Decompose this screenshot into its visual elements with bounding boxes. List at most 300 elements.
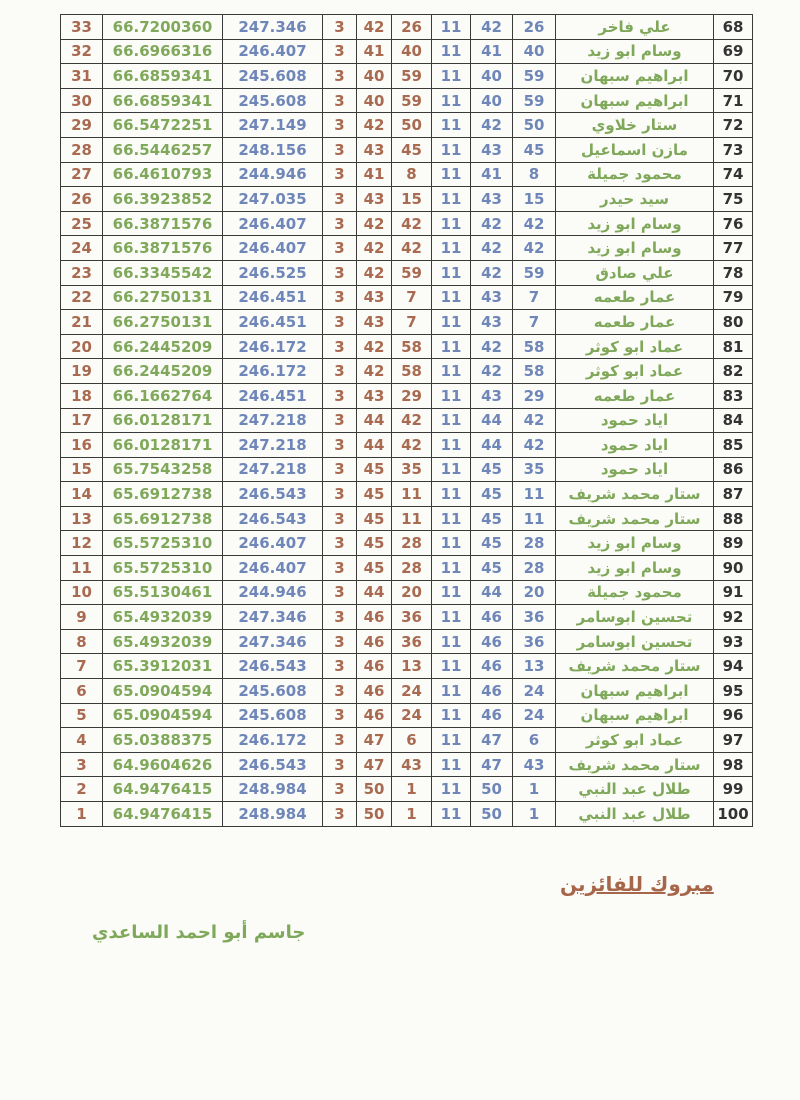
score-cell: 65.0904594: [103, 703, 223, 728]
table-row: [61, 113, 753, 138]
value-d-cell: 40: [471, 88, 513, 113]
value-b-cell: 1: [392, 777, 432, 802]
value-a-cell: 44: [357, 580, 392, 605]
value-e-cell: 24: [513, 703, 556, 728]
score-cell: 66.2750131: [103, 285, 223, 310]
name-cell: ابراهيم سبهان: [556, 679, 714, 704]
value-b-cell: 6: [392, 728, 432, 753]
rank-cell: 20: [61, 334, 103, 359]
score-cell: 65.4932039: [103, 629, 223, 654]
name-cell: وسام ابو زيد: [556, 236, 714, 261]
value-a-cell: 42: [357, 334, 392, 359]
table-row: [61, 64, 753, 89]
total-cell: 246.543: [223, 506, 323, 531]
row-number-cell: 71: [714, 88, 753, 113]
count-cell: 3: [323, 408, 357, 433]
row-number-cell: 90: [714, 556, 753, 581]
name-cell: عماد ابو كوثر: [556, 334, 714, 359]
value-a-cell: 43: [357, 285, 392, 310]
rank-cell: 23: [61, 260, 103, 285]
table-row: [61, 629, 753, 654]
value-c-cell: 11: [432, 162, 471, 187]
total-cell: 245.608: [223, 64, 323, 89]
name-cell: عمار طعمه: [556, 285, 714, 310]
score-cell: 64.9476415: [103, 777, 223, 802]
value-e-cell: 26: [513, 15, 556, 40]
table-row: [61, 39, 753, 64]
value-e-cell: 1: [513, 777, 556, 802]
total-cell: 246.407: [223, 211, 323, 236]
value-b-cell: 7: [392, 285, 432, 310]
table-row: [61, 236, 753, 261]
score-cell: 66.1662764: [103, 383, 223, 408]
value-e-cell: 24: [513, 679, 556, 704]
table-row: [61, 359, 753, 384]
value-b-cell: 8: [392, 162, 432, 187]
results-table: [60, 14, 753, 827]
name-cell: ابراهيم سبهان: [556, 88, 714, 113]
value-a-cell: 42: [357, 211, 392, 236]
table-row: [61, 580, 753, 605]
rank-cell: 1: [61, 802, 103, 827]
value-c-cell: 11: [432, 285, 471, 310]
name-cell: اياد حمود: [556, 457, 714, 482]
value-a-cell: 42: [357, 15, 392, 40]
value-b-cell: 36: [392, 605, 432, 630]
value-d-cell: 45: [471, 482, 513, 507]
count-cell: 3: [323, 334, 357, 359]
value-b-cell: 58: [392, 334, 432, 359]
rank-cell: 5: [61, 703, 103, 728]
score-cell: 66.3871576: [103, 211, 223, 236]
count-cell: 3: [323, 88, 357, 113]
value-d-cell: 42: [471, 15, 513, 40]
row-number-cell: 75: [714, 187, 753, 212]
total-cell: 246.407: [223, 556, 323, 581]
row-number-cell: 87: [714, 482, 753, 507]
name-cell: محمود جميلة: [556, 162, 714, 187]
rank-cell: 14: [61, 482, 103, 507]
value-e-cell: 11: [513, 482, 556, 507]
value-a-cell: 45: [357, 556, 392, 581]
value-a-cell: 42: [357, 236, 392, 261]
row-number-cell: 94: [714, 654, 753, 679]
total-cell: 245.608: [223, 679, 323, 704]
table-row: [61, 260, 753, 285]
value-b-cell: 20: [392, 580, 432, 605]
value-e-cell: 40: [513, 39, 556, 64]
value-b-cell: 1: [392, 802, 432, 827]
value-a-cell: 45: [357, 457, 392, 482]
name-cell: علي فاخر: [556, 15, 714, 40]
value-b-cell: 42: [392, 408, 432, 433]
value-c-cell: 11: [432, 260, 471, 285]
total-cell: 246.451: [223, 383, 323, 408]
table-row: [61, 433, 753, 458]
value-d-cell: 43: [471, 383, 513, 408]
rank-cell: 13: [61, 506, 103, 531]
value-c-cell: 11: [432, 457, 471, 482]
value-b-cell: 59: [392, 88, 432, 113]
score-cell: 66.2445209: [103, 334, 223, 359]
row-number-cell: 74: [714, 162, 753, 187]
count-cell: 3: [323, 187, 357, 212]
value-e-cell: 1: [513, 802, 556, 827]
value-b-cell: 24: [392, 679, 432, 704]
value-d-cell: 46: [471, 605, 513, 630]
value-c-cell: 11: [432, 556, 471, 581]
total-cell: 246.407: [223, 531, 323, 556]
value-d-cell: 42: [471, 260, 513, 285]
table-row: [61, 777, 753, 802]
count-cell: 3: [323, 260, 357, 285]
table-row: [61, 752, 753, 777]
value-c-cell: 11: [432, 703, 471, 728]
count-cell: 3: [323, 506, 357, 531]
value-c-cell: 11: [432, 752, 471, 777]
value-b-cell: 59: [392, 64, 432, 89]
count-cell: 3: [323, 752, 357, 777]
total-cell: 245.608: [223, 703, 323, 728]
score-cell: 65.4932039: [103, 605, 223, 630]
value-c-cell: 11: [432, 605, 471, 630]
rank-cell: 33: [61, 15, 103, 40]
value-d-cell: 42: [471, 334, 513, 359]
score-cell: 64.9604626: [103, 752, 223, 777]
value-b-cell: 7: [392, 310, 432, 335]
total-cell: 244.946: [223, 580, 323, 605]
table-row: [61, 334, 753, 359]
name-cell: ابراهيم سبهان: [556, 703, 714, 728]
value-e-cell: 50: [513, 113, 556, 138]
row-number-cell: 72: [714, 113, 753, 138]
value-a-cell: 43: [357, 137, 392, 162]
row-number-cell: 69: [714, 39, 753, 64]
value-e-cell: 42: [513, 211, 556, 236]
total-cell: 246.543: [223, 654, 323, 679]
value-c-cell: 11: [432, 433, 471, 458]
name-cell: مازن اسماعيل: [556, 137, 714, 162]
value-e-cell: 7: [513, 310, 556, 335]
total-cell: 247.218: [223, 433, 323, 458]
value-e-cell: 35: [513, 457, 556, 482]
value-c-cell: 11: [432, 580, 471, 605]
row-number-cell: 84: [714, 408, 753, 433]
value-d-cell: 45: [471, 506, 513, 531]
row-number-cell: 100: [714, 802, 753, 827]
value-c-cell: 11: [432, 334, 471, 359]
value-e-cell: 42: [513, 236, 556, 261]
rank-cell: 12: [61, 531, 103, 556]
total-cell: 247.035: [223, 187, 323, 212]
row-number-cell: 96: [714, 703, 753, 728]
value-e-cell: 7: [513, 285, 556, 310]
name-cell: ستار محمد شريف: [556, 752, 714, 777]
value-b-cell: 42: [392, 236, 432, 261]
table-row: [61, 211, 753, 236]
total-cell: 246.543: [223, 482, 323, 507]
row-number-cell: 82: [714, 359, 753, 384]
score-cell: 65.3912031: [103, 654, 223, 679]
table-row: [61, 88, 753, 113]
name-cell: ابراهيم سبهان: [556, 64, 714, 89]
score-cell: 65.0904594: [103, 679, 223, 704]
rank-cell: 28: [61, 137, 103, 162]
value-a-cell: 40: [357, 64, 392, 89]
value-d-cell: 44: [471, 580, 513, 605]
value-a-cell: 45: [357, 482, 392, 507]
count-cell: 3: [323, 482, 357, 507]
score-cell: 65.0388375: [103, 728, 223, 753]
name-cell: عماد ابو كوثر: [556, 728, 714, 753]
value-b-cell: 26: [392, 15, 432, 40]
rank-cell: 2: [61, 777, 103, 802]
score-cell: 65.6912738: [103, 506, 223, 531]
total-cell: 246.451: [223, 285, 323, 310]
total-cell: 244.946: [223, 162, 323, 187]
count-cell: 3: [323, 556, 357, 581]
score-cell: 65.6912738: [103, 482, 223, 507]
value-e-cell: 59: [513, 260, 556, 285]
value-a-cell: 41: [357, 39, 392, 64]
value-e-cell: 6: [513, 728, 556, 753]
score-cell: 66.3871576: [103, 236, 223, 261]
row-number-cell: 77: [714, 236, 753, 261]
table-row: [61, 482, 753, 507]
row-number-cell: 85: [714, 433, 753, 458]
total-cell: 246.172: [223, 728, 323, 753]
score-cell: 66.3345542: [103, 260, 223, 285]
score-cell: 64.9476415: [103, 802, 223, 827]
value-c-cell: 11: [432, 383, 471, 408]
value-d-cell: 43: [471, 310, 513, 335]
row-number-cell: 68: [714, 15, 753, 40]
count-cell: 3: [323, 433, 357, 458]
value-a-cell: 46: [357, 703, 392, 728]
total-cell: 246.525: [223, 260, 323, 285]
row-number-cell: 95: [714, 679, 753, 704]
value-a-cell: 46: [357, 679, 392, 704]
rank-cell: 29: [61, 113, 103, 138]
table-row: [61, 679, 753, 704]
total-cell: 246.172: [223, 359, 323, 384]
value-d-cell: 46: [471, 629, 513, 654]
value-c-cell: 11: [432, 187, 471, 212]
count-cell: 3: [323, 605, 357, 630]
rank-cell: 15: [61, 457, 103, 482]
value-d-cell: 47: [471, 752, 513, 777]
table-row: [61, 15, 753, 40]
value-d-cell: 44: [471, 433, 513, 458]
value-d-cell: 46: [471, 703, 513, 728]
name-cell: تحسين ابوسامر: [556, 629, 714, 654]
rank-cell: 27: [61, 162, 103, 187]
value-d-cell: 45: [471, 457, 513, 482]
value-d-cell: 41: [471, 39, 513, 64]
value-e-cell: 11: [513, 506, 556, 531]
rank-cell: 19: [61, 359, 103, 384]
value-c-cell: 11: [432, 88, 471, 113]
table-row: [61, 802, 753, 827]
score-cell: 65.7543258: [103, 457, 223, 482]
value-e-cell: 20: [513, 580, 556, 605]
row-number-cell: 91: [714, 580, 753, 605]
value-d-cell: 42: [471, 211, 513, 236]
value-d-cell: 50: [471, 777, 513, 802]
score-cell: 65.5130461: [103, 580, 223, 605]
rank-cell: 30: [61, 88, 103, 113]
count-cell: 3: [323, 137, 357, 162]
name-cell: وسام ابو زيد: [556, 39, 714, 64]
table-row: [61, 556, 753, 581]
count-cell: 3: [323, 679, 357, 704]
table-row: [61, 531, 753, 556]
score-cell: 66.5446257: [103, 137, 223, 162]
rank-cell: 22: [61, 285, 103, 310]
rank-cell: 26: [61, 187, 103, 212]
score-cell: 66.6859341: [103, 64, 223, 89]
count-cell: 3: [323, 162, 357, 187]
count-cell: 3: [323, 285, 357, 310]
value-c-cell: 11: [432, 531, 471, 556]
total-cell: 247.149: [223, 113, 323, 138]
table-row: [61, 383, 753, 408]
name-cell: ستار خلاوي: [556, 113, 714, 138]
rank-cell: 6: [61, 679, 103, 704]
score-cell: 66.3923852: [103, 187, 223, 212]
name-cell: طلال عبد النبي: [556, 802, 714, 827]
value-d-cell: 42: [471, 359, 513, 384]
value-d-cell: 45: [471, 531, 513, 556]
row-number-cell: 92: [714, 605, 753, 630]
value-d-cell: 43: [471, 285, 513, 310]
row-number-cell: 79: [714, 285, 753, 310]
value-b-cell: 11: [392, 506, 432, 531]
name-cell: محمود جميلة: [556, 580, 714, 605]
score-cell: 66.0128171: [103, 408, 223, 433]
count-cell: 3: [323, 703, 357, 728]
name-cell: وسام ابو زيد: [556, 531, 714, 556]
value-a-cell: 47: [357, 728, 392, 753]
table-row: [61, 187, 753, 212]
rank-cell: 9: [61, 605, 103, 630]
score-cell: 66.6859341: [103, 88, 223, 113]
value-b-cell: 42: [392, 211, 432, 236]
count-cell: 3: [323, 64, 357, 89]
value-a-cell: 45: [357, 531, 392, 556]
count-cell: 3: [323, 359, 357, 384]
total-cell: 246.172: [223, 334, 323, 359]
row-number-cell: 73: [714, 137, 753, 162]
rank-cell: 17: [61, 408, 103, 433]
score-cell: 66.6966316: [103, 39, 223, 64]
value-c-cell: 11: [432, 39, 471, 64]
value-b-cell: 42: [392, 433, 432, 458]
author-signature: جاسم أبو احمد الساعدي: [92, 922, 306, 943]
value-c-cell: 11: [432, 777, 471, 802]
value-d-cell: 50: [471, 802, 513, 827]
name-cell: علي صادق: [556, 260, 714, 285]
value-a-cell: 50: [357, 777, 392, 802]
value-a-cell: 46: [357, 605, 392, 630]
count-cell: 3: [323, 236, 357, 261]
score-cell: 66.0128171: [103, 433, 223, 458]
value-e-cell: 42: [513, 408, 556, 433]
total-cell: 248.984: [223, 777, 323, 802]
value-e-cell: 58: [513, 359, 556, 384]
table-row: [61, 310, 753, 335]
count-cell: 3: [323, 113, 357, 138]
value-b-cell: 15: [392, 187, 432, 212]
value-a-cell: 46: [357, 654, 392, 679]
value-c-cell: 11: [432, 236, 471, 261]
total-cell: 245.608: [223, 88, 323, 113]
value-c-cell: 11: [432, 679, 471, 704]
rank-cell: 25: [61, 211, 103, 236]
value-a-cell: 44: [357, 408, 392, 433]
value-c-cell: 11: [432, 211, 471, 236]
score-cell: 66.2445209: [103, 359, 223, 384]
value-e-cell: 59: [513, 88, 556, 113]
value-a-cell: 50: [357, 802, 392, 827]
name-cell: طلال عبد النبي: [556, 777, 714, 802]
value-b-cell: 40: [392, 39, 432, 64]
value-e-cell: 29: [513, 383, 556, 408]
value-b-cell: 29: [392, 383, 432, 408]
value-b-cell: 28: [392, 531, 432, 556]
value-a-cell: 43: [357, 383, 392, 408]
rank-cell: 3: [61, 752, 103, 777]
count-cell: 3: [323, 15, 357, 40]
value-c-cell: 11: [432, 137, 471, 162]
score-cell: 65.5725310: [103, 556, 223, 581]
value-a-cell: 42: [357, 359, 392, 384]
value-e-cell: 58: [513, 334, 556, 359]
value-b-cell: 28: [392, 556, 432, 581]
score-cell: 65.5725310: [103, 531, 223, 556]
value-b-cell: 24: [392, 703, 432, 728]
value-b-cell: 43: [392, 752, 432, 777]
value-d-cell: 42: [471, 113, 513, 138]
value-a-cell: 41: [357, 162, 392, 187]
table-row: [61, 605, 753, 630]
rank-cell: 18: [61, 383, 103, 408]
total-cell: 247.218: [223, 408, 323, 433]
value-a-cell: 43: [357, 310, 392, 335]
value-c-cell: 11: [432, 482, 471, 507]
value-c-cell: 11: [432, 506, 471, 531]
value-c-cell: 11: [432, 64, 471, 89]
table-row: [61, 137, 753, 162]
row-number-cell: 89: [714, 531, 753, 556]
name-cell: وسام ابو زيد: [556, 211, 714, 236]
name-cell: ستار محمد شريف: [556, 506, 714, 531]
rank-cell: 7: [61, 654, 103, 679]
value-c-cell: 11: [432, 629, 471, 654]
count-cell: 3: [323, 211, 357, 236]
rank-cell: 32: [61, 39, 103, 64]
count-cell: 3: [323, 802, 357, 827]
value-d-cell: 45: [471, 556, 513, 581]
name-cell: تحسين ابوسامر: [556, 605, 714, 630]
value-d-cell: 43: [471, 187, 513, 212]
name-cell: ستار محمد شريف: [556, 654, 714, 679]
rank-cell: 31: [61, 64, 103, 89]
value-e-cell: 36: [513, 629, 556, 654]
value-c-cell: 11: [432, 113, 471, 138]
value-e-cell: 45: [513, 137, 556, 162]
value-c-cell: 11: [432, 654, 471, 679]
